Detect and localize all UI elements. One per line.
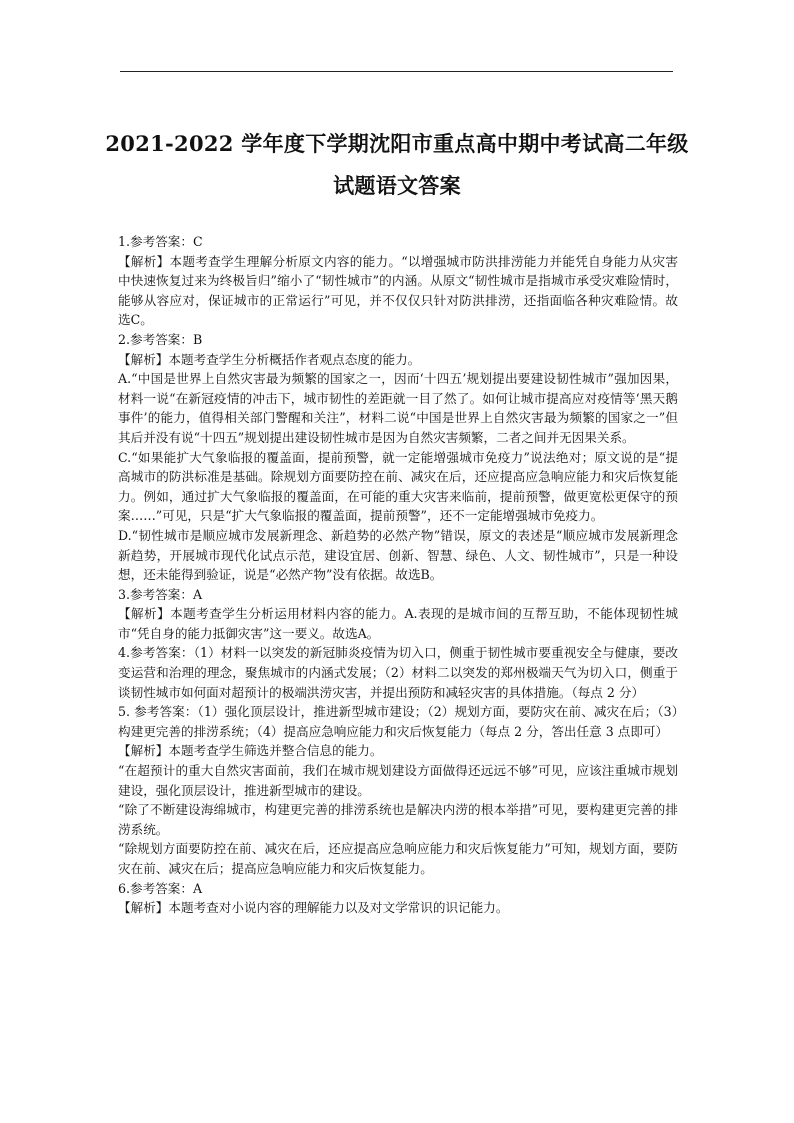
answer-4: 4.参考答案：（1）材料一以突发的新冠肺炎疫情为切入口，侧重于韧性城市要重视安全与健康，要改变运营和治理的理念，聚焦城市的内涵式发展；（2）材料二以突发的郑州极端天气为切入口，侧重于谈韧性城市如何面对超预计的极端洪涝灾害，并提出预防和减轻灾害的具体措施。（每点 2 分）: [118, 645, 678, 700]
analysis-5-point-1: “在超预计的重大自然灾害面前，我们在城市规划建设方面做得还远远不够”可见，应该注重城市规划建设，强化顶层设计，推进新型城市的建设。: [118, 763, 678, 798]
answer-5: 5. 参考答案：（1）强化顶层设计，推进新型城市建设；（2）规划方面，要防灾在前、减灾在后；（3）构建更完善的排涝系统；（4）提高应急响应能力和灾后恢复能力（每点 2 分，答出任意 3 点即可）: [118, 704, 678, 739]
analysis-2-option-a: A.“中国是世界上自然灾害最为频繁的国家之一，因而‘十四五’规划提出要建设韧性城市”强加因果，材料一说“在新冠疫情的冲击下，城市韧性的差距就一目了然了。如何让城市提高应对疫情等‘黑天鹅事件’的能力，值得相关部门警醒和关注”，材料二说“中国是世界上自然灾害最为频繁的国家之一”但其后并没有说“十四五”规划提出建设韧性城市是因为自然灾害频繁，二者之间并无因果关系。: [118, 371, 678, 445]
analysis-5-point-3: “除规划方面要防控在前、减灾在后，还应提高应急响应能力和灾后恢复能力”可知，规划方面，要防灾在前、减灾在后；提高应急响应能力和灾后恢复能力。: [118, 841, 678, 876]
analysis-2-option-d: D.“韧性城市是顺应城市发展新理念、新趋势的必然产物”错误，原文的表述是“顺应城市发展新理念新趋势，开展城市现代化试点示范，建设宜居、创新、智慧、绿色、人文、韧性城市”，只是一种设想，还未能得到验证，说是“必然产物”没有依据。故选B。: [118, 527, 678, 583]
answer-2: 2.参考答案：B: [118, 331, 203, 347]
analysis-5-point-2: “除了不断建设海绵城市，构建更完善的排涝系统也是解决内涝的根本举措”可见，要构建更完善的排涝系统。: [118, 802, 678, 837]
analysis-5: 【解析】本题考查学生筛选并整合信息的能力。: [118, 743, 383, 759]
header-rule: [120, 71, 673, 72]
analysis-3: 【解析】本题考查学生分析运用材料内容的能力。A.表现的是城市间的互帮互助，不能体现韧性城市“凭自身的能力抵御灾害”这一要义。故选A。: [118, 606, 678, 641]
page-title-line1: 2021-2022 学年度下学期沈阳市重点高中期中考试高二年级: [105, 131, 689, 156]
answer-3: 3.参考答案：A: [118, 586, 203, 602]
answer-6: 6.参考答案：A: [118, 880, 203, 896]
analysis-6: 【解析】本题考查对小说内容的理解能力以及对文学常识的识记能力。: [118, 900, 509, 916]
page-title-line2: 试题语文答案: [333, 173, 461, 198]
analysis-2: 【解析】本题考查学生分析概括作者观点态度的能力。: [118, 351, 421, 367]
analysis-2-option-c: C.“如果能扩大气象临报的覆盖面，提前预警，就一定能增强城市免疫力”说法绝对；原文说的是“提高城市的防洪标准是基础。除规划方面要防控在前、减灾在后，还应提高应急响应能力和灾后恢复能力。例如，通过扩大气象临报的覆盖面，在可能的重大灾害来临前，提前预警，做更宽松更保守的预案……”可见，只是“扩大气象临报的覆盖面，提前预警”，还不一定能增强城市免疫力。: [118, 449, 678, 524]
answer-1: 1.参考答案：C: [118, 234, 203, 249]
analysis-1: 【解析】本题考查学生理解分析原文内容的能力。“以增强城市防洪排涝能力并能凭自身能力从灾害中快速恢复过来为终极旨归”缩小了“韧性城市”的内涵。从原文“韧性城市是指城市承受灾难险情时，能够从容应对，保证城市的正常运行”可见，并不仅仅只针对防洪排涝，还指面临各种灾难险情。故选C。: [118, 253, 678, 328]
document-body: [118, 232, 678, 918]
